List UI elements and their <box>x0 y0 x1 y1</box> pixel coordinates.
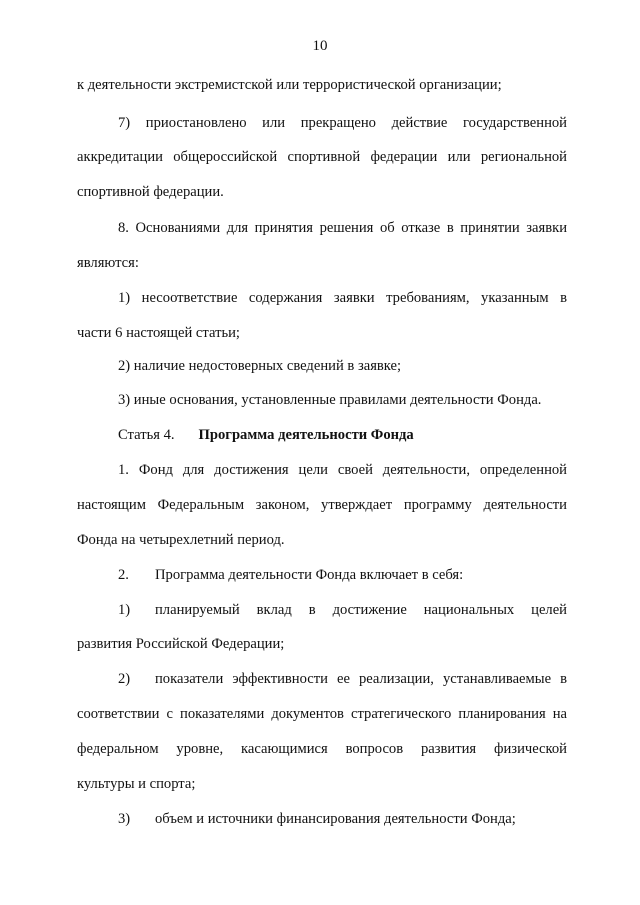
text-line-13: настоящим Федеральным законом, утверждает программу деятельности <box>77 497 567 513</box>
text-line-17: развития Российской Федерации; <box>77 636 285 652</box>
text-line-4: спортивной федерации. <box>77 184 224 200</box>
paragraph-2-number: 2. <box>118 567 129 583</box>
article-label: Статья 4. <box>118 427 175 443</box>
text-line-3: аккредитации общероссийской спортивной федерации или региональной <box>77 149 567 165</box>
text-line-6: являются: <box>77 255 139 271</box>
text-line-14: Фонда на четырехлетний период. <box>77 532 285 548</box>
item-2 <box>118 670 567 688</box>
item-1 <box>118 601 567 619</box>
item-2-number: 2) <box>118 671 131 687</box>
item-1-number: 1) <box>118 602 131 618</box>
item-3 <box>118 810 567 828</box>
item-1-text: планируемый вклад в достижение национальных целей <box>155 602 567 618</box>
text-line-8: части 6 настоящей статьи; <box>77 325 240 341</box>
page-number: 10 <box>312 38 328 54</box>
article-title: Программа деятельности Фонда <box>198 427 414 443</box>
item-2-text: показатели эффективности ее реализации, устанавливаемые в <box>155 671 567 687</box>
text-line-12: 1. Фонд для достижения цели своей деятельности, определенной <box>118 462 567 478</box>
text-line-9: 2) наличие недостоверных сведений в заявке; <box>118 358 402 374</box>
paragraph-2 <box>118 566 567 584</box>
item-3-number: 3) <box>118 811 131 827</box>
text-line-21: культуры и спорта; <box>77 776 196 792</box>
text-line-1: к деятельности экстремистской или террористической организации; <box>77 77 502 93</box>
paragraph-2-text: Программа деятельности Фонда включает в себя: <box>155 567 464 583</box>
item-3-text: объем и источники финансирования деятельности Фонда; <box>155 811 516 827</box>
text-line-20: федеральном уровне, касающимися вопросов развития физической <box>77 741 567 757</box>
text-line-10: 3) иные основания, установленные правилами деятельности Фонда. <box>118 392 542 408</box>
article-heading <box>118 426 567 444</box>
text-line-19: соответствии с показателями документов стратегического планирования на <box>77 706 567 722</box>
text-line-5: 8. Основаниями для принятия решения об отказе в принятии заявки <box>118 220 567 236</box>
text-line-7: 1) несоответствие содержания заявки требованиям, указанным в <box>118 290 567 306</box>
text-line-2: 7) приостановлено или прекращено действие государственной <box>118 115 567 131</box>
